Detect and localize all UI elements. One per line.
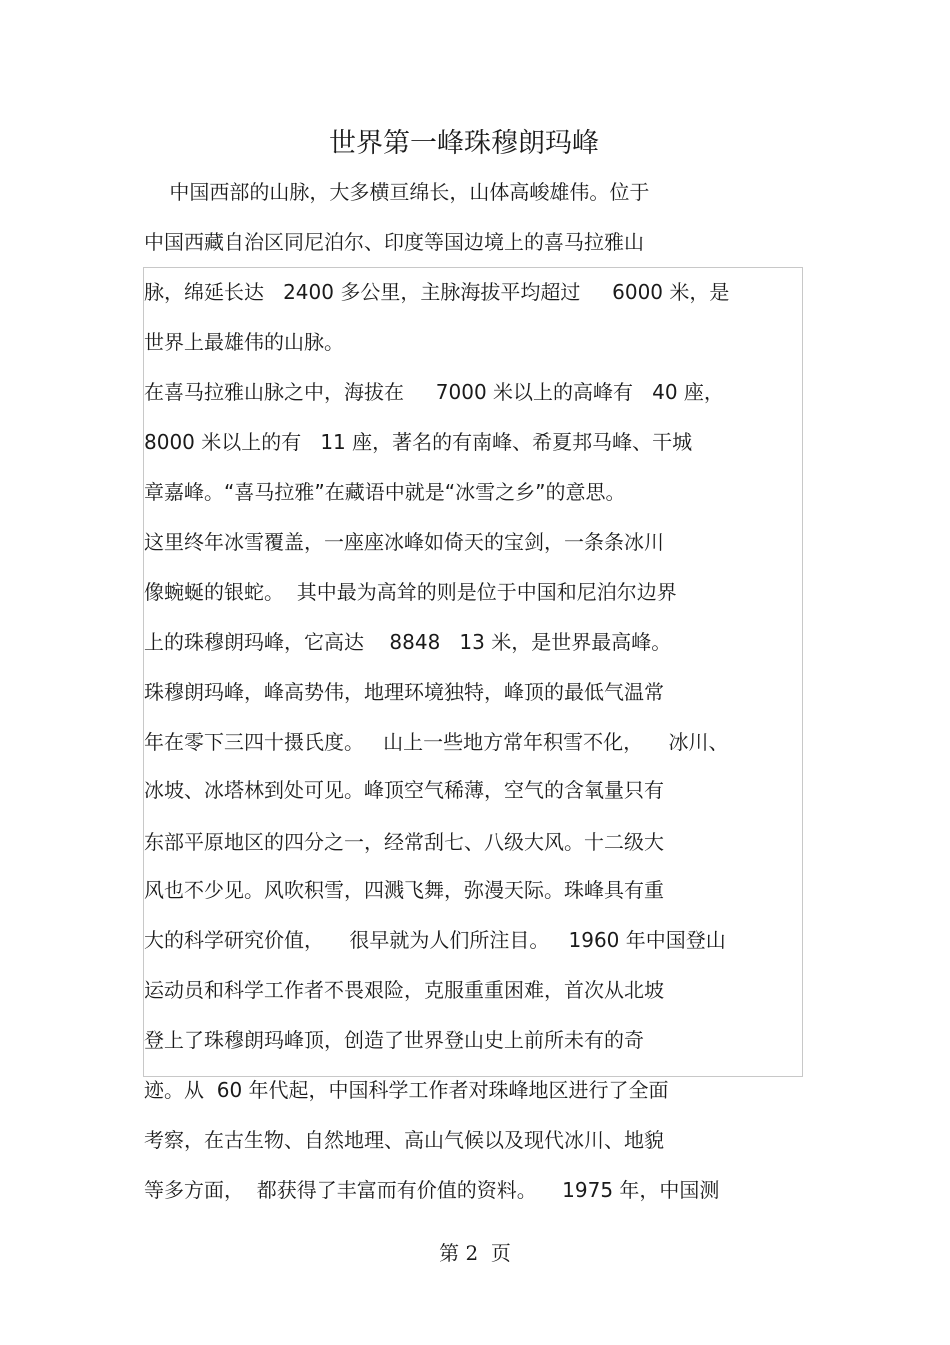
body-line: 登上了珠穆朗玛峰顶，创造了世界登山史上前所未有的奇 xyxy=(144,1028,644,1052)
body-line: 像蜿蜒的银蛇。 其中最为高耸的则是位于中国和尼泊尔边界 xyxy=(144,580,677,604)
body-line: 冰坡、冰塔林到处可见。峰顶空气稀薄，空气的含氧量只有 xyxy=(144,778,664,802)
body-line: 脉，绵延长达 2400 多公里，主脉海拔平均超过 6000 米，是 xyxy=(144,280,730,304)
body-line: 世界上最雄伟的山脉。 xyxy=(144,330,344,354)
body-line: 考察，在古生物、自然地理、高山气候以及现代冰川、地貌 xyxy=(144,1128,664,1152)
body-line: 8000 米以上的有 11 座，著名的有南峰、希夏邦马峰、干城 xyxy=(144,430,693,454)
body-line: 年在零下三四十摄氏度。 山上一些地方常年积雪不化， 冰川、 xyxy=(144,730,729,754)
body-line: 上的珠穆朗玛峰，它高达 8848 13 米，是世界最高峰。 xyxy=(144,630,672,654)
body-line: 中国西藏自治区同尼泊尔、印度等国边境上的喜马拉雅山 xyxy=(144,230,644,254)
body-line: 东部平原地区的四分之一，经常刮七、八级大风。十二级大 xyxy=(144,830,664,854)
body-line: 大的科学研究价值， 很早就为人们所注目。 1960 年中国登山 xyxy=(144,928,726,952)
body-line: 在喜马拉雅山脉之中，海拔在 7000 米以上的高峰有 40 座， xyxy=(144,380,724,404)
body-line: 迹。从 60 年代起，中国科学工作者对珠峰地区进行了全面 xyxy=(144,1078,669,1102)
page-number: 第 2 页 xyxy=(439,1241,511,1265)
body-line: 章嘉峰。“喜马拉雅”在藏语中就是“冰雪之乡”的意思。 xyxy=(144,480,626,504)
body-line: 中国西部的山脉，大多横亘绵长，山体高峻雄伟。位于 xyxy=(144,180,650,204)
body-line: 珠穆朗玛峰，峰高势伟，地理环境独特，峰顶的最低气温常 xyxy=(144,680,664,704)
body-line: 等多方面， 都获得了丰富而有价值的资料。 1975 年，中国测 xyxy=(144,1178,720,1202)
body-line: 这里终年冰雪覆盖，一座座冰峰如倚天的宝剑，一条条冰川 xyxy=(144,530,664,554)
body-line: 风也不少见。风吹积雪，四溅飞舞，弥漫天际。珠峰具有重 xyxy=(144,878,664,902)
body-line: 运动员和科学工作者不畏艰险，克服重重困难，首次从北坡 xyxy=(144,978,664,1002)
document-title: 世界第一峰珠穆朗玛峰 xyxy=(329,128,599,159)
